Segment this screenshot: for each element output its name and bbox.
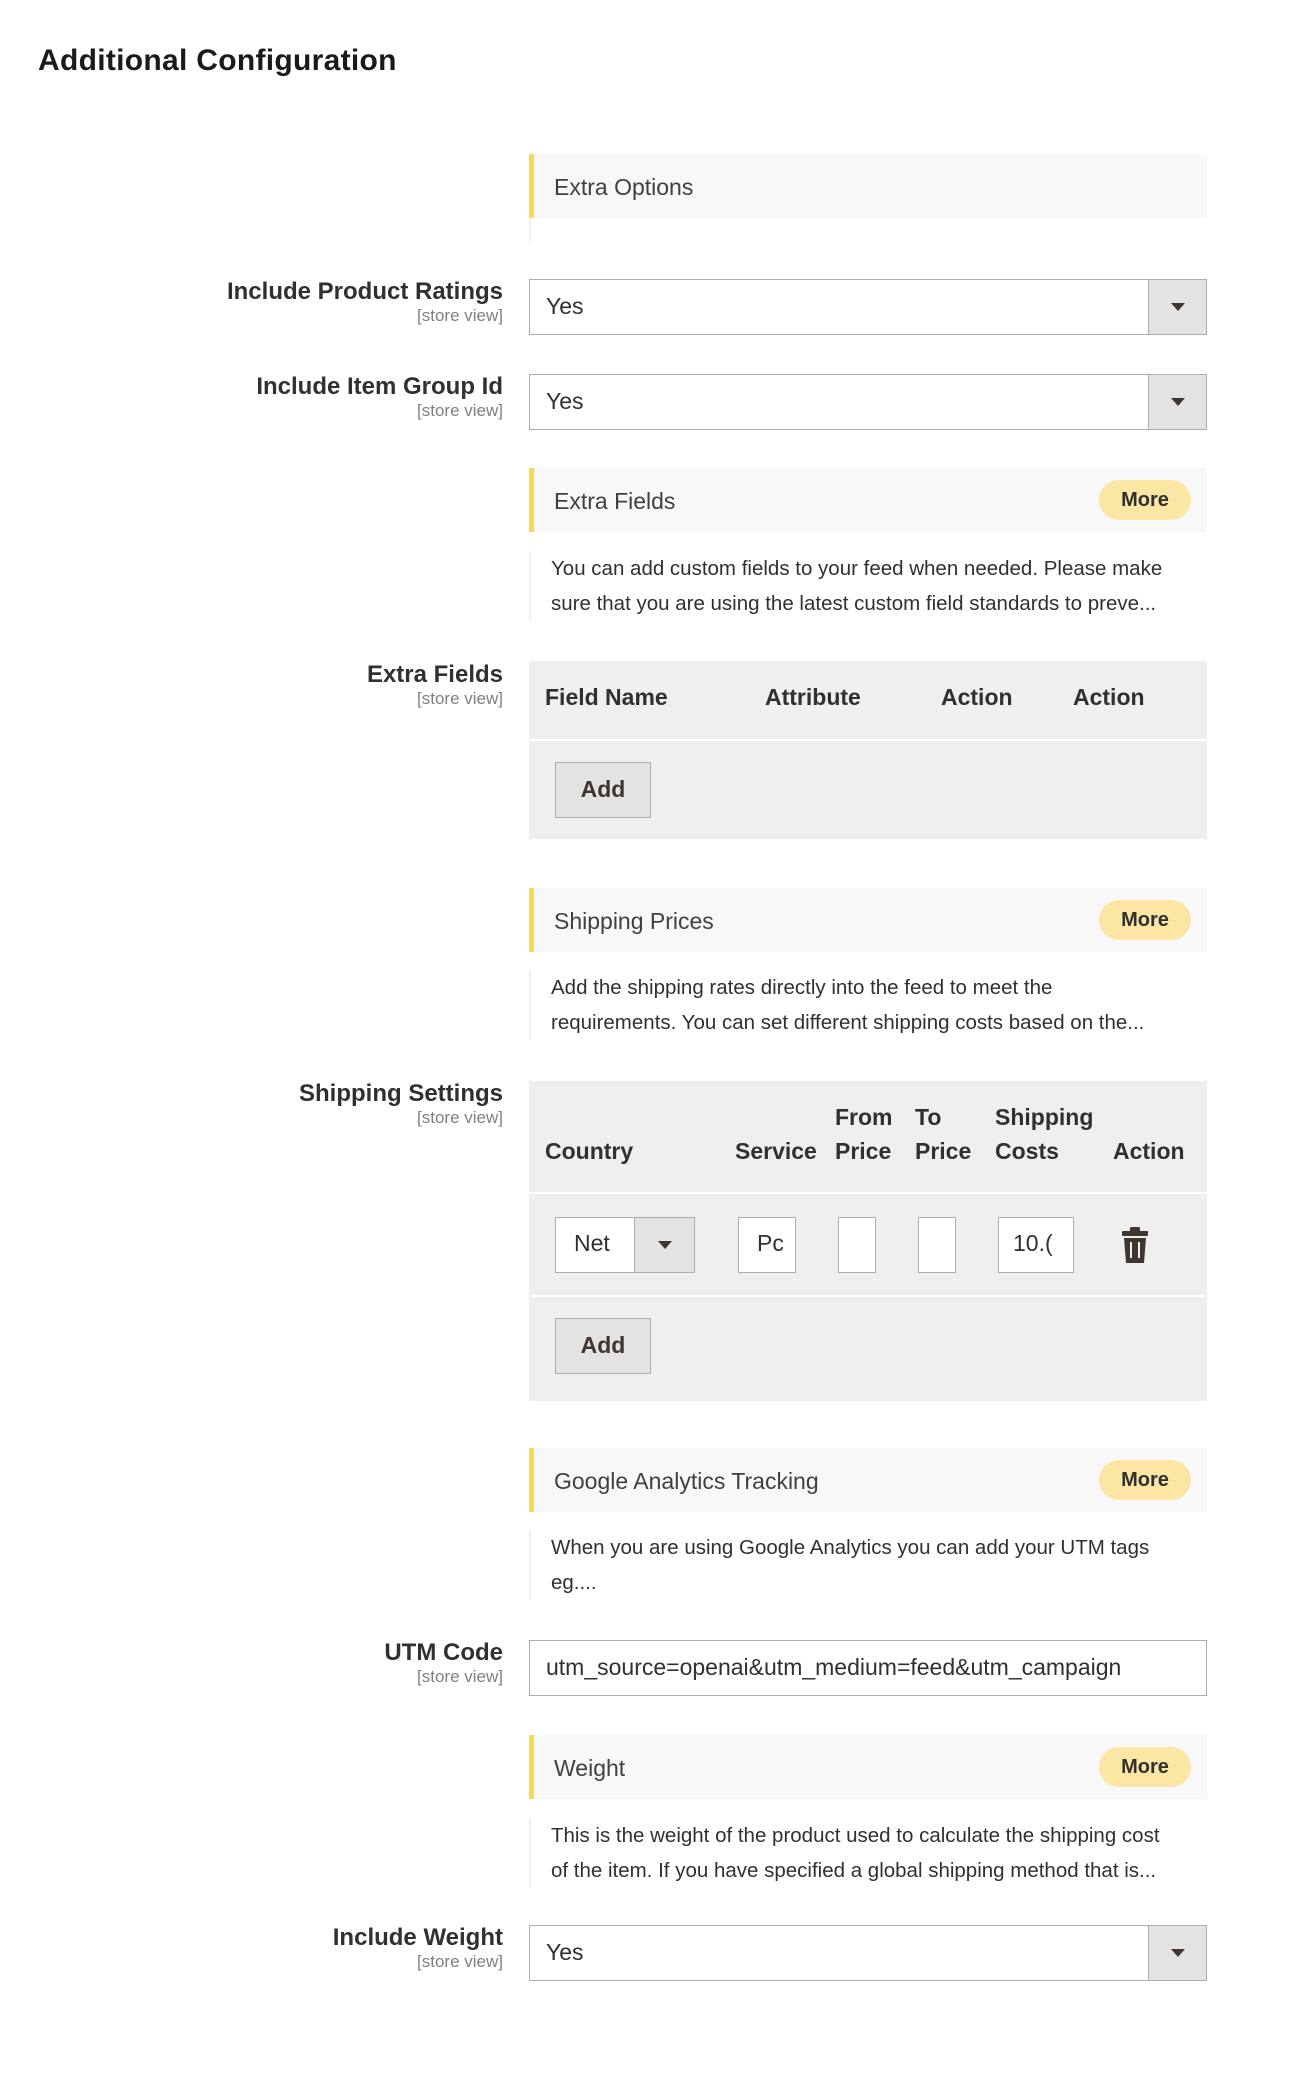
column-header-action: Action bbox=[1073, 684, 1145, 710]
scope-text: [store view] bbox=[417, 1108, 503, 1127]
notice-line: This is the weight of the product used to calculate the shipping cost bbox=[551, 1824, 1160, 1847]
ga-more-button[interactable]: More bbox=[1099, 1460, 1191, 1500]
shipping-costs-value: 10.( bbox=[1013, 1230, 1053, 1256]
chevron-down-icon bbox=[1171, 303, 1185, 311]
scope-text: [store view] bbox=[417, 689, 503, 708]
row-divider bbox=[529, 1295, 1207, 1297]
shipping-add-button[interactable]: Add bbox=[555, 1318, 651, 1374]
extra-fields-notice-body bbox=[529, 551, 1207, 621]
notice-line: of the item. If you have specified a global shipping method that is... bbox=[551, 1859, 1157, 1882]
product-ratings-value: Yes bbox=[546, 293, 584, 319]
column-header-attribute: Attribute bbox=[765, 684, 861, 710]
include-weight-value: Yes bbox=[546, 1939, 584, 1965]
chevron-down-icon bbox=[1171, 398, 1185, 406]
extra-fields-notice-title: Extra Fields bbox=[554, 488, 676, 514]
shipping-settings-table bbox=[529, 1081, 1207, 1401]
weight-notice-title: Weight bbox=[554, 1755, 626, 1781]
utm-code-input[interactable] bbox=[529, 1640, 1207, 1696]
ga-notice-body bbox=[529, 1530, 1207, 1600]
scope-text: [store view] bbox=[417, 1667, 503, 1686]
dropdown-toggle[interactable] bbox=[1148, 375, 1206, 429]
column-header-service: Service bbox=[735, 1138, 817, 1164]
row-divider bbox=[529, 739, 1207, 741]
ga-notice-header bbox=[529, 1448, 1207, 1512]
chevron-down-icon bbox=[658, 1241, 672, 1249]
shipping-notice-header bbox=[529, 888, 1207, 952]
column-header-shipping-costs: Costs bbox=[995, 1138, 1059, 1164]
to-price-input[interactable] bbox=[918, 1217, 956, 1273]
notice-line: requirements. You can set different shipping costs based on the... bbox=[551, 1011, 1145, 1034]
trash-icon[interactable] bbox=[1121, 1226, 1149, 1269]
scope-text: [store view] bbox=[417, 1952, 503, 1971]
column-header-from-price: Price bbox=[835, 1138, 892, 1164]
item-group-id-value: Yes bbox=[546, 388, 584, 414]
item-group-id-select[interactable] bbox=[529, 374, 1207, 430]
weight-notice-header bbox=[529, 1735, 1207, 1799]
shipping-costs-input[interactable] bbox=[998, 1217, 1074, 1273]
product-ratings-label bbox=[227, 278, 503, 326]
notice-line: sure that you are using the latest custom field standards to preve... bbox=[551, 592, 1157, 615]
extra-fields-notice-header bbox=[529, 468, 1207, 532]
extra-fields-label-text: Extra Fields bbox=[366, 661, 503, 688]
column-header-action: Action bbox=[1113, 1138, 1185, 1164]
extra-fields-label bbox=[367, 661, 503, 709]
scope-text: [store view] bbox=[417, 401, 503, 420]
utm-code-label bbox=[384, 1639, 503, 1687]
column-header-to-price: To bbox=[915, 1104, 942, 1130]
include-weight-select[interactable] bbox=[529, 1925, 1207, 1981]
column-header-to-price: Price bbox=[915, 1138, 972, 1164]
notice-line: Add the shipping rates directly into the feed to meet the bbox=[551, 976, 1053, 999]
utm-code-label-text: UTM Code bbox=[384, 1639, 503, 1666]
chevron-down-icon bbox=[1171, 1949, 1185, 1957]
extra-fields-add-button[interactable]: Add bbox=[555, 762, 651, 818]
product-ratings-label-text: Include Product Ratings bbox=[226, 278, 503, 305]
country-value: Net bbox=[574, 1230, 610, 1256]
dropdown-toggle[interactable] bbox=[634, 1218, 694, 1272]
include-weight-label-text: Include Weight bbox=[332, 1924, 503, 1951]
country-select[interactable] bbox=[555, 1217, 695, 1273]
item-group-id-label-text: Include Item Group Id bbox=[256, 373, 503, 400]
service-value: Pc bbox=[757, 1230, 784, 1256]
notice-line: You can add custom fields to your feed when needed. Please make bbox=[551, 557, 1163, 580]
extra-fields-table bbox=[529, 661, 1207, 839]
column-header-shipping-costs: Shipping bbox=[995, 1104, 1094, 1130]
shipping-notice-title: Shipping Prices bbox=[554, 908, 714, 934]
weight-notice-body bbox=[529, 1818, 1207, 1888]
include-weight-label bbox=[333, 1924, 503, 1972]
dropdown-toggle[interactable] bbox=[1148, 280, 1206, 334]
weight-more-button[interactable]: More bbox=[1099, 1747, 1191, 1787]
shipping-notice-body bbox=[529, 970, 1207, 1040]
shipping-more-button[interactable]: More bbox=[1099, 900, 1191, 940]
product-ratings-select[interactable] bbox=[529, 279, 1207, 335]
dropdown-toggle[interactable] bbox=[1148, 1926, 1206, 1980]
notice-line: eg.... bbox=[551, 1571, 597, 1594]
column-header-action: Action bbox=[941, 684, 1013, 710]
item-group-id-label bbox=[256, 373, 503, 421]
extra-fields-more-button[interactable]: More bbox=[1099, 480, 1191, 520]
divider bbox=[529, 218, 531, 242]
service-input[interactable] bbox=[738, 1217, 796, 1273]
extra-options-title: Extra Options bbox=[554, 174, 694, 200]
column-header-from-price: From bbox=[835, 1104, 893, 1130]
shipping-settings-label bbox=[299, 1080, 503, 1128]
utm-code-value: utm_source=openai&utm_medium=feed&utm_campaign bbox=[546, 1654, 1122, 1680]
shipping-settings-label-text: Shipping Settings bbox=[299, 1080, 503, 1107]
notice-line: When you are using Google Analytics you can add your UTM tags bbox=[551, 1536, 1150, 1559]
column-header-country: Country bbox=[545, 1138, 634, 1164]
page-title: Additional Configuration bbox=[38, 44, 397, 77]
column-header-field-name: Field Name bbox=[545, 684, 668, 710]
row-divider bbox=[529, 1192, 1207, 1194]
scope-text: [store view] bbox=[417, 306, 503, 325]
from-price-input[interactable] bbox=[838, 1217, 876, 1273]
extra-options-header bbox=[529, 154, 1207, 218]
ga-notice-title: Google Analytics Tracking bbox=[554, 1468, 819, 1494]
